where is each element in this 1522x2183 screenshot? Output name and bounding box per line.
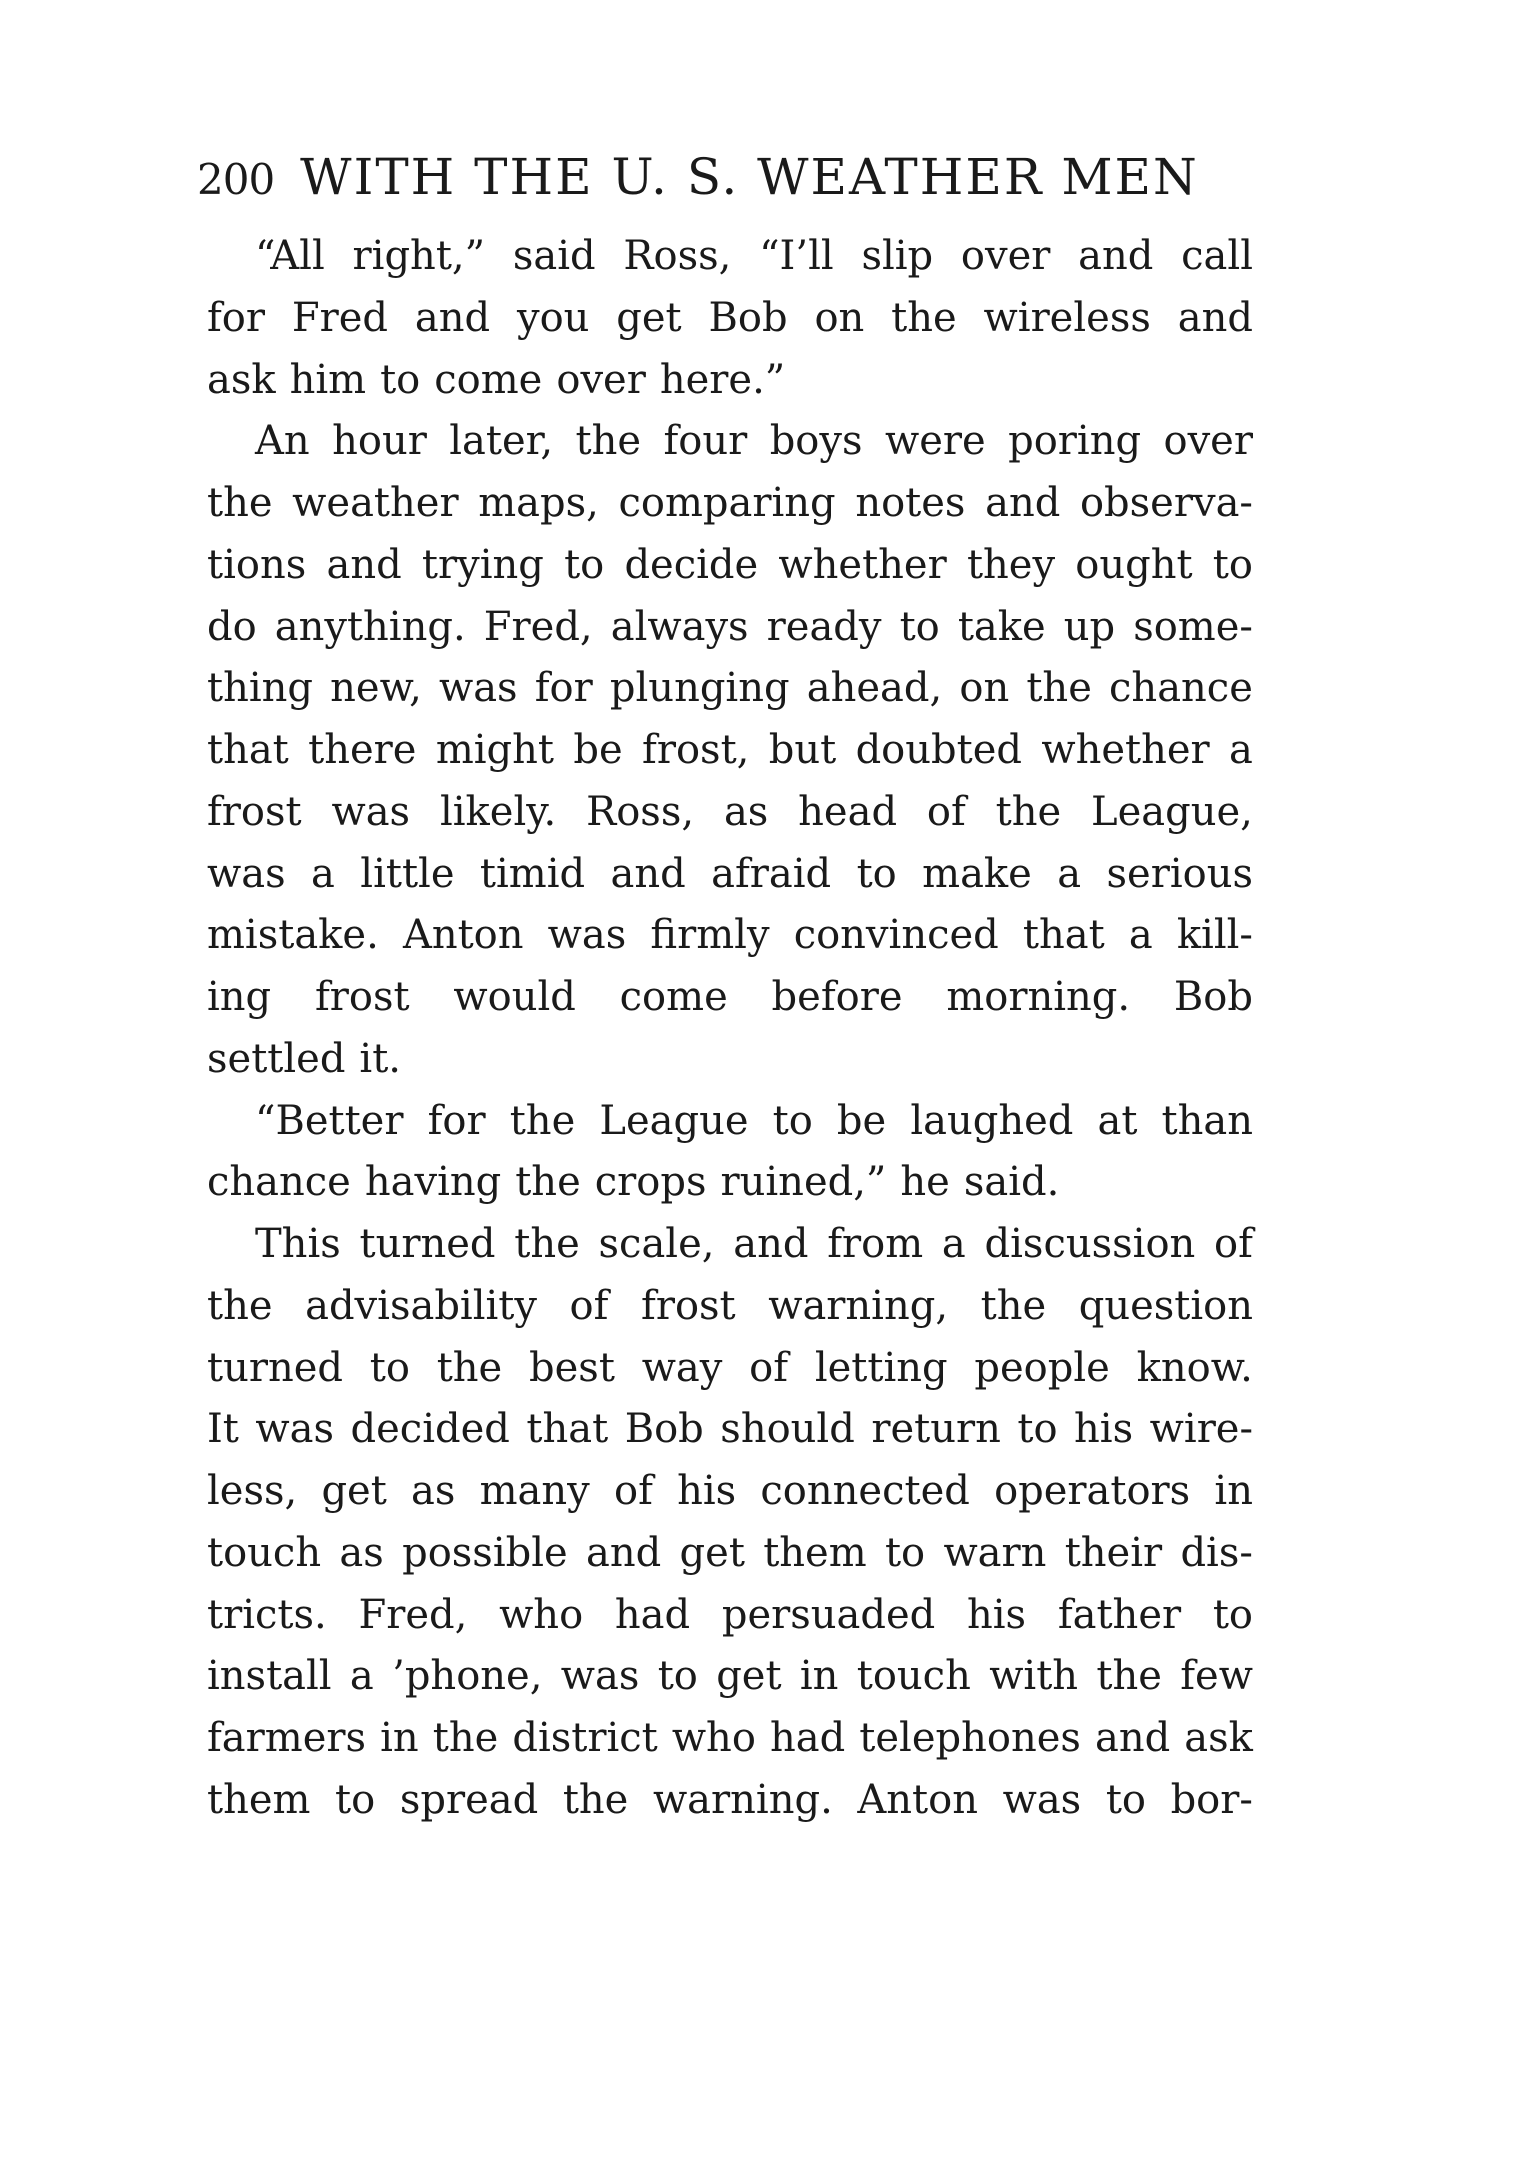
word: than — [1161, 1097, 1253, 1144]
word: turned — [207, 1344, 343, 1391]
word: few — [1180, 1653, 1253, 1700]
word: doubted — [855, 727, 1022, 773]
word: many — [479, 1468, 590, 1514]
word: weather — [292, 480, 459, 526]
running-title: WITH THE U. S. WEATHER MEN — [300, 148, 1199, 206]
text-line — [207, 1029, 1253, 1091]
word: and — [414, 294, 491, 341]
word: spread — [399, 1776, 539, 1823]
word: the — [891, 294, 957, 341]
word: said — [512, 233, 596, 279]
word: get — [321, 1468, 387, 1514]
word: comparing — [618, 480, 836, 526]
word: in — [799, 1653, 839, 1700]
word: should — [720, 1406, 855, 1453]
word: An — [255, 418, 310, 465]
paragraph — [207, 1214, 1253, 1832]
word: Bob — [624, 1406, 704, 1453]
word: bor- — [1170, 1776, 1253, 1823]
word: to — [1105, 1776, 1146, 1823]
text-line — [207, 1523, 1253, 1585]
word: Fred, — [483, 603, 593, 650]
paragraph — [207, 411, 1253, 1090]
word: over — [960, 233, 1051, 279]
word: and — [586, 1529, 662, 1576]
word: who — [671, 1715, 756, 1761]
word: and — [985, 480, 1061, 526]
word: ahead, — [806, 665, 943, 712]
word: Bob — [1173, 974, 1253, 1020]
word: head — [798, 788, 898, 835]
word: be — [573, 727, 623, 773]
word: of — [569, 1282, 609, 1329]
text-line — [207, 1338, 1253, 1400]
word: had — [769, 1715, 846, 1761]
word: and — [1177, 294, 1253, 341]
word: to — [657, 1653, 698, 1700]
word: of — [613, 1468, 653, 1514]
word: call — [1181, 233, 1253, 279]
word: frost — [314, 974, 410, 1020]
word: who — [499, 1591, 584, 1638]
word: before — [771, 974, 903, 1020]
word: install — [207, 1653, 332, 1700]
word: it. — [359, 1035, 402, 1082]
word: farmers — [207, 1715, 367, 1761]
word: over — [1163, 418, 1253, 465]
word: morning. — [946, 974, 1131, 1020]
word: slip — [861, 233, 934, 279]
word: as — [339, 1529, 384, 1576]
word: ready — [766, 603, 882, 650]
word: later, — [449, 418, 554, 465]
word: frost — [641, 1282, 736, 1329]
word: for — [207, 294, 266, 341]
word: in — [380, 1715, 419, 1761]
word: the — [207, 1282, 273, 1329]
word: ing — [207, 974, 272, 1020]
running-head — [197, 148, 1251, 218]
word: and — [1094, 1715, 1171, 1761]
word: Anton — [402, 912, 524, 959]
word: less, — [207, 1468, 298, 1514]
word: return — [871, 1406, 1001, 1453]
text-line — [207, 597, 1253, 659]
word: at — [1097, 1097, 1138, 1144]
word: letting — [814, 1344, 948, 1391]
word: some- — [1133, 603, 1253, 650]
word: district — [512, 1715, 658, 1761]
word: there — [308, 727, 417, 773]
word: Fred — [291, 294, 389, 341]
word: question — [1078, 1282, 1253, 1329]
word: “I’ll — [759, 233, 834, 279]
text-line — [207, 411, 1253, 473]
word: “All — [255, 233, 325, 279]
word: the — [575, 418, 642, 465]
word: little — [360, 850, 455, 897]
word: mistake. — [207, 912, 379, 959]
word: he — [900, 1159, 950, 1206]
word: people — [974, 1344, 1110, 1391]
text-line — [207, 1585, 1253, 1647]
word: hour — [332, 418, 427, 465]
word: get — [679, 1529, 745, 1576]
word: whether — [778, 541, 947, 588]
word: a — [1128, 912, 1153, 959]
word: over — [556, 356, 646, 403]
word: League — [599, 1097, 749, 1144]
word: likely. — [439, 788, 557, 835]
word: four — [663, 418, 748, 465]
word: warn — [943, 1529, 1047, 1576]
word: was — [547, 912, 627, 959]
word: ruined,” — [720, 1159, 887, 1206]
word: for — [427, 1097, 486, 1144]
word: might — [435, 727, 554, 773]
word: said. — [963, 1159, 1060, 1206]
word: that — [526, 1406, 609, 1453]
word: for — [534, 665, 593, 712]
word: that — [207, 727, 289, 773]
word: were — [884, 418, 986, 465]
word: his — [967, 1591, 1027, 1638]
word: operators — [994, 1468, 1191, 1514]
word: notes — [855, 480, 966, 526]
word: get — [716, 1653, 782, 1700]
word: ought — [1075, 541, 1193, 588]
text-line — [207, 288, 1253, 350]
word: League, — [1091, 788, 1253, 835]
text-line — [207, 1276, 1253, 1338]
word: tions — [207, 541, 307, 588]
word: was — [331, 788, 411, 835]
word: the — [436, 1344, 503, 1391]
text-line — [207, 350, 1253, 412]
word: of — [926, 788, 966, 835]
page-number: 200 — [197, 155, 275, 204]
word: the — [1096, 1653, 1162, 1700]
text-line — [207, 1399, 1253, 1461]
text-line — [207, 1646, 1253, 1708]
word: but — [768, 727, 837, 773]
word: convinced — [793, 912, 999, 959]
text-line — [207, 1461, 1253, 1523]
word: to — [884, 1529, 926, 1576]
word: to — [899, 603, 940, 650]
word: take — [957, 603, 1046, 650]
word: decided — [350, 1406, 510, 1453]
word: Bob — [708, 294, 788, 341]
text-line — [207, 720, 1253, 782]
word: Anton — [857, 1776, 978, 1823]
word: the — [995, 788, 1062, 835]
word: turned — [359, 1221, 496, 1267]
word: the — [562, 1776, 629, 1823]
word: his — [1074, 1406, 1134, 1453]
word: ask — [207, 356, 276, 403]
word: thing — [207, 665, 313, 712]
word: new, — [330, 665, 422, 712]
word: Ross, — [586, 788, 695, 835]
word: maps, — [478, 480, 599, 526]
word: wireless — [983, 294, 1151, 341]
word: best — [529, 1344, 615, 1391]
text-line — [207, 905, 1253, 967]
word: whether — [1041, 727, 1210, 773]
word: as — [723, 788, 769, 835]
word: chance — [207, 1159, 351, 1206]
text-line — [207, 473, 1253, 535]
text-line — [207, 967, 1253, 1029]
word: and — [326, 541, 402, 588]
word: on — [959, 665, 1010, 712]
word: the — [509, 1097, 576, 1144]
word: from — [827, 1221, 924, 1267]
text-line — [207, 844, 1253, 906]
word: observa- — [1079, 480, 1253, 526]
word: here.” — [659, 356, 786, 403]
text-line — [207, 535, 1253, 597]
word: and — [733, 1221, 809, 1267]
word: possible — [402, 1529, 568, 1576]
word: the — [207, 480, 273, 526]
word: kill- — [1176, 912, 1253, 959]
word: a — [941, 1221, 966, 1267]
word: that — [1022, 912, 1105, 959]
word: advisability — [305, 1282, 537, 1329]
word: be — [836, 1097, 887, 1144]
word: to — [335, 1776, 376, 1823]
word: them — [763, 1529, 867, 1576]
word: come — [434, 356, 543, 403]
word: to — [564, 541, 605, 588]
word: to — [1212, 1591, 1253, 1638]
word: and — [610, 850, 686, 897]
word: know. — [1136, 1344, 1253, 1391]
word: anything. — [274, 603, 466, 650]
word: the — [980, 1282, 1047, 1329]
text-line — [207, 1152, 1253, 1214]
word: scale, — [598, 1221, 715, 1267]
word: of — [1214, 1221, 1253, 1267]
word: ask — [1184, 1715, 1253, 1761]
word: trying — [421, 541, 544, 588]
word: a — [349, 1653, 374, 1700]
word: up — [1063, 603, 1116, 650]
word: was — [1002, 1776, 1082, 1823]
word: was — [255, 1406, 335, 1453]
word: plunging — [609, 665, 790, 712]
word: to — [380, 356, 421, 403]
word: him — [289, 356, 367, 403]
word: come — [619, 974, 728, 1020]
word: discussion — [984, 1221, 1196, 1267]
text-line — [207, 1770, 1253, 1832]
word: you — [516, 294, 590, 341]
word: with — [989, 1653, 1079, 1700]
word: having — [364, 1159, 502, 1206]
word: Fred, — [358, 1591, 468, 1638]
word: boys — [769, 418, 863, 465]
word: was — [560, 1653, 640, 1700]
word: on — [814, 294, 865, 341]
word: the — [1026, 665, 1092, 712]
word: chance — [1109, 665, 1253, 712]
text-line — [207, 782, 1253, 844]
word: ’phone, — [392, 1653, 543, 1700]
word: a — [1229, 727, 1253, 773]
word: persuaded — [721, 1591, 936, 1638]
word: do — [207, 603, 257, 650]
text-line — [207, 658, 1253, 720]
word: serious — [1106, 850, 1253, 897]
word: firmly — [650, 912, 770, 959]
paragraph — [207, 1091, 1253, 1215]
word: of — [749, 1344, 789, 1391]
word: they — [966, 541, 1056, 588]
word: afraid — [711, 850, 832, 897]
word: the — [515, 1159, 581, 1206]
word: would — [453, 974, 576, 1020]
word: touch — [207, 1529, 322, 1576]
word: right,” — [352, 233, 486, 279]
word: connected — [760, 1468, 970, 1514]
word: make — [922, 850, 1032, 897]
word: This — [255, 1221, 341, 1267]
word: had — [614, 1591, 691, 1638]
word: poring — [1008, 418, 1142, 465]
word: frost — [207, 788, 302, 835]
word: their — [1064, 1529, 1163, 1576]
word: warning. — [652, 1776, 833, 1823]
word: to — [1212, 541, 1253, 588]
word: father — [1057, 1591, 1182, 1638]
word: the — [514, 1221, 580, 1267]
word: “Better — [255, 1097, 404, 1144]
word: touch — [856, 1653, 971, 1700]
word: a — [1057, 850, 1082, 897]
word: telephones — [859, 1715, 1081, 1761]
word: wire- — [1149, 1406, 1253, 1453]
word: laughed — [910, 1097, 1074, 1144]
word: timid — [479, 850, 586, 897]
text-line — [207, 1708, 1253, 1770]
word: them — [207, 1776, 311, 1823]
word: to — [1017, 1406, 1058, 1453]
text-line — [207, 1214, 1253, 1276]
body-text — [207, 226, 1253, 1832]
word: get — [616, 294, 682, 341]
word: and — [1078, 233, 1154, 279]
word: tricts. — [207, 1591, 327, 1638]
word: crops — [594, 1159, 707, 1206]
word: way — [641, 1344, 723, 1391]
word: was — [207, 850, 286, 897]
word: in — [1214, 1468, 1253, 1514]
word: warning, — [768, 1282, 949, 1329]
word: frost, — [642, 727, 750, 773]
word: to — [772, 1097, 813, 1144]
word: as — [411, 1468, 456, 1514]
word: Ross, — [623, 233, 732, 279]
text-line — [207, 226, 1253, 288]
text-line — [207, 1091, 1253, 1153]
word: the — [432, 1715, 499, 1761]
word: his — [677, 1468, 737, 1514]
word: It — [207, 1406, 239, 1453]
word: to — [369, 1344, 410, 1391]
paragraph — [207, 226, 1253, 411]
word: decide — [624, 541, 759, 588]
word: to — [856, 850, 897, 897]
word: always — [610, 603, 749, 650]
word: was — [438, 665, 518, 712]
word: a — [311, 850, 335, 897]
word: dis- — [1180, 1529, 1253, 1576]
word: settled — [207, 1035, 346, 1082]
